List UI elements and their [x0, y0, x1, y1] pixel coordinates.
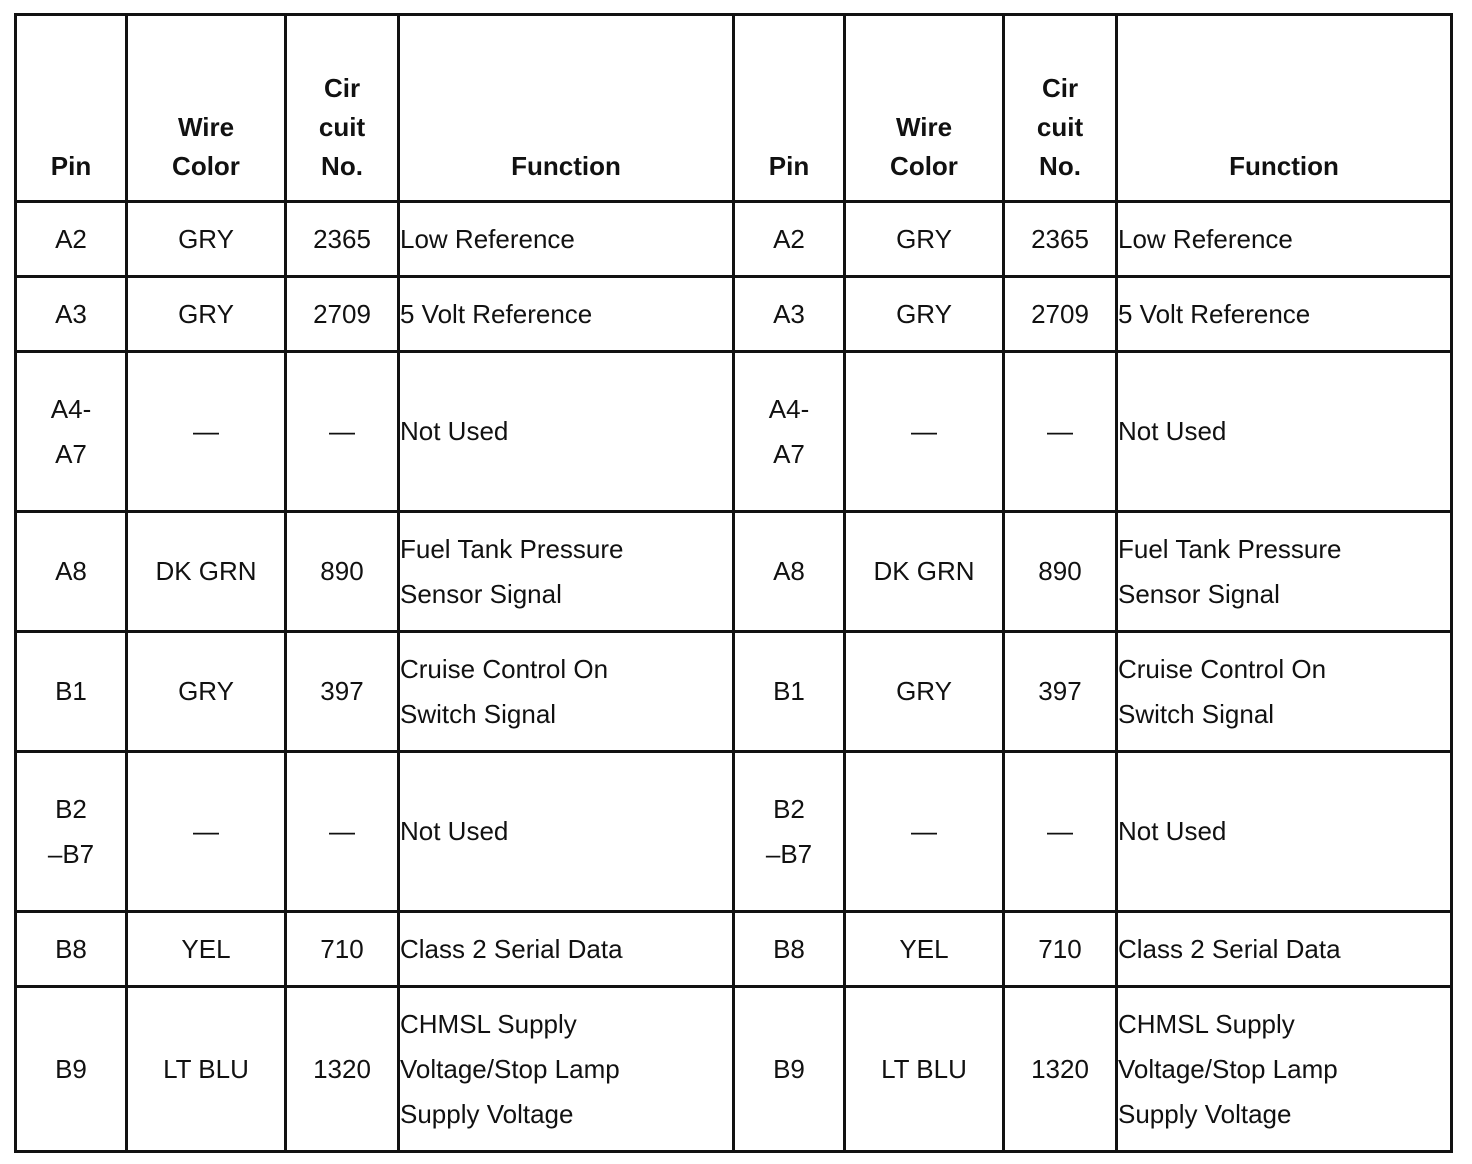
table-row [16, 512, 1452, 632]
pin-cell: A8 [734, 512, 845, 632]
table-row [16, 202, 1452, 277]
pin-cell: B8 [734, 912, 845, 987]
wire-color-cell: — [845, 352, 1004, 512]
function-cell: CHMSL Supply Voltage/Stop Lamp Supply Voltage [399, 987, 734, 1152]
pin-cell: A3 [734, 277, 845, 352]
function-cell: Not Used [1117, 352, 1452, 512]
wire-color-cell: GRY [845, 277, 1004, 352]
circuit-cell: 2709 [286, 277, 399, 352]
pin-cell: A8 [16, 512, 127, 632]
function-cell: CHMSL Supply Voltage/Stop Lamp Supply Voltage [1117, 987, 1452, 1152]
wire-color-cell: LT BLU [845, 987, 1004, 1152]
header-wire-color: Wire Color [845, 15, 1004, 202]
wire-color-cell: GRY [127, 277, 286, 352]
wire-color-cell: — [127, 752, 286, 912]
wire-color-cell: — [845, 752, 1004, 912]
function-cell: Cruise Control On Switch Signal [1117, 632, 1452, 752]
wire-color-cell: — [127, 352, 286, 512]
pin-cell: B9 [16, 987, 127, 1152]
header-row [16, 15, 1452, 202]
circuit-cell: 397 [1004, 632, 1117, 752]
circuit-cell: 890 [1004, 512, 1117, 632]
function-cell: Class 2 Serial Data [1117, 912, 1452, 987]
header-pin: Pin [16, 15, 127, 202]
function-cell: Class 2 Serial Data [399, 912, 734, 987]
function-cell: Fuel Tank Pressure Sensor Signal [1117, 512, 1452, 632]
function-cell: Low Reference [1117, 202, 1452, 277]
wire-color-cell: GRY [127, 632, 286, 752]
pin-cell: B8 [16, 912, 127, 987]
pin-cell: B9 [734, 987, 845, 1152]
connector-pin-table [14, 13, 1453, 1153]
pin-cell: A4- A7 [734, 352, 845, 512]
function-cell: 5 Volt Reference [399, 277, 734, 352]
circuit-cell: 2709 [1004, 277, 1117, 352]
circuit-cell: 710 [286, 912, 399, 987]
table-row [16, 987, 1452, 1152]
function-cell: 5 Volt Reference [1117, 277, 1452, 352]
circuit-cell: — [1004, 752, 1117, 912]
header-pin: Pin [734, 15, 845, 202]
wire-color-cell: YEL [845, 912, 1004, 987]
wire-color-cell: GRY [845, 632, 1004, 752]
wire-color-cell: GRY [845, 202, 1004, 277]
pin-cell: B2 –B7 [16, 752, 127, 912]
circuit-cell: 710 [1004, 912, 1117, 987]
circuit-cell: 1320 [1004, 987, 1117, 1152]
circuit-cell: — [286, 352, 399, 512]
circuit-cell: 2365 [1004, 202, 1117, 277]
function-cell: Cruise Control On Switch Signal [399, 632, 734, 752]
circuit-cell: — [286, 752, 399, 912]
circuit-cell: 397 [286, 632, 399, 752]
header-function: Function [399, 15, 734, 202]
header-circuit-no: Cir cuit No. [286, 15, 399, 202]
wire-color-cell: DK GRN [127, 512, 286, 632]
pin-cell: A2 [16, 202, 127, 277]
function-cell: Low Reference [399, 202, 734, 277]
table-row [16, 277, 1452, 352]
wire-color-cell: LT BLU [127, 987, 286, 1152]
wire-color-cell: GRY [127, 202, 286, 277]
table-row [16, 912, 1452, 987]
wire-color-cell: DK GRN [845, 512, 1004, 632]
function-cell: Not Used [399, 752, 734, 912]
circuit-cell: — [1004, 352, 1117, 512]
function-cell: Fuel Tank Pressure Sensor Signal [399, 512, 734, 632]
pin-cell: B1 [16, 632, 127, 752]
pin-cell: A3 [16, 277, 127, 352]
circuit-cell: 2365 [286, 202, 399, 277]
pin-cell: B1 [734, 632, 845, 752]
table-row [16, 752, 1452, 912]
pin-cell: B2 –B7 [734, 752, 845, 912]
pin-cell: A4- A7 [16, 352, 127, 512]
pin-cell: A2 [734, 202, 845, 277]
table-row [16, 352, 1452, 512]
table-row [16, 632, 1452, 752]
circuit-cell: 890 [286, 512, 399, 632]
header-function: Function [1117, 15, 1452, 202]
function-cell: Not Used [1117, 752, 1452, 912]
wire-color-cell: YEL [127, 912, 286, 987]
header-circuit-no: Cir cuit No. [1004, 15, 1117, 202]
header-wire-color: Wire Color [127, 15, 286, 202]
circuit-cell: 1320 [286, 987, 399, 1152]
function-cell: Not Used [399, 352, 734, 512]
